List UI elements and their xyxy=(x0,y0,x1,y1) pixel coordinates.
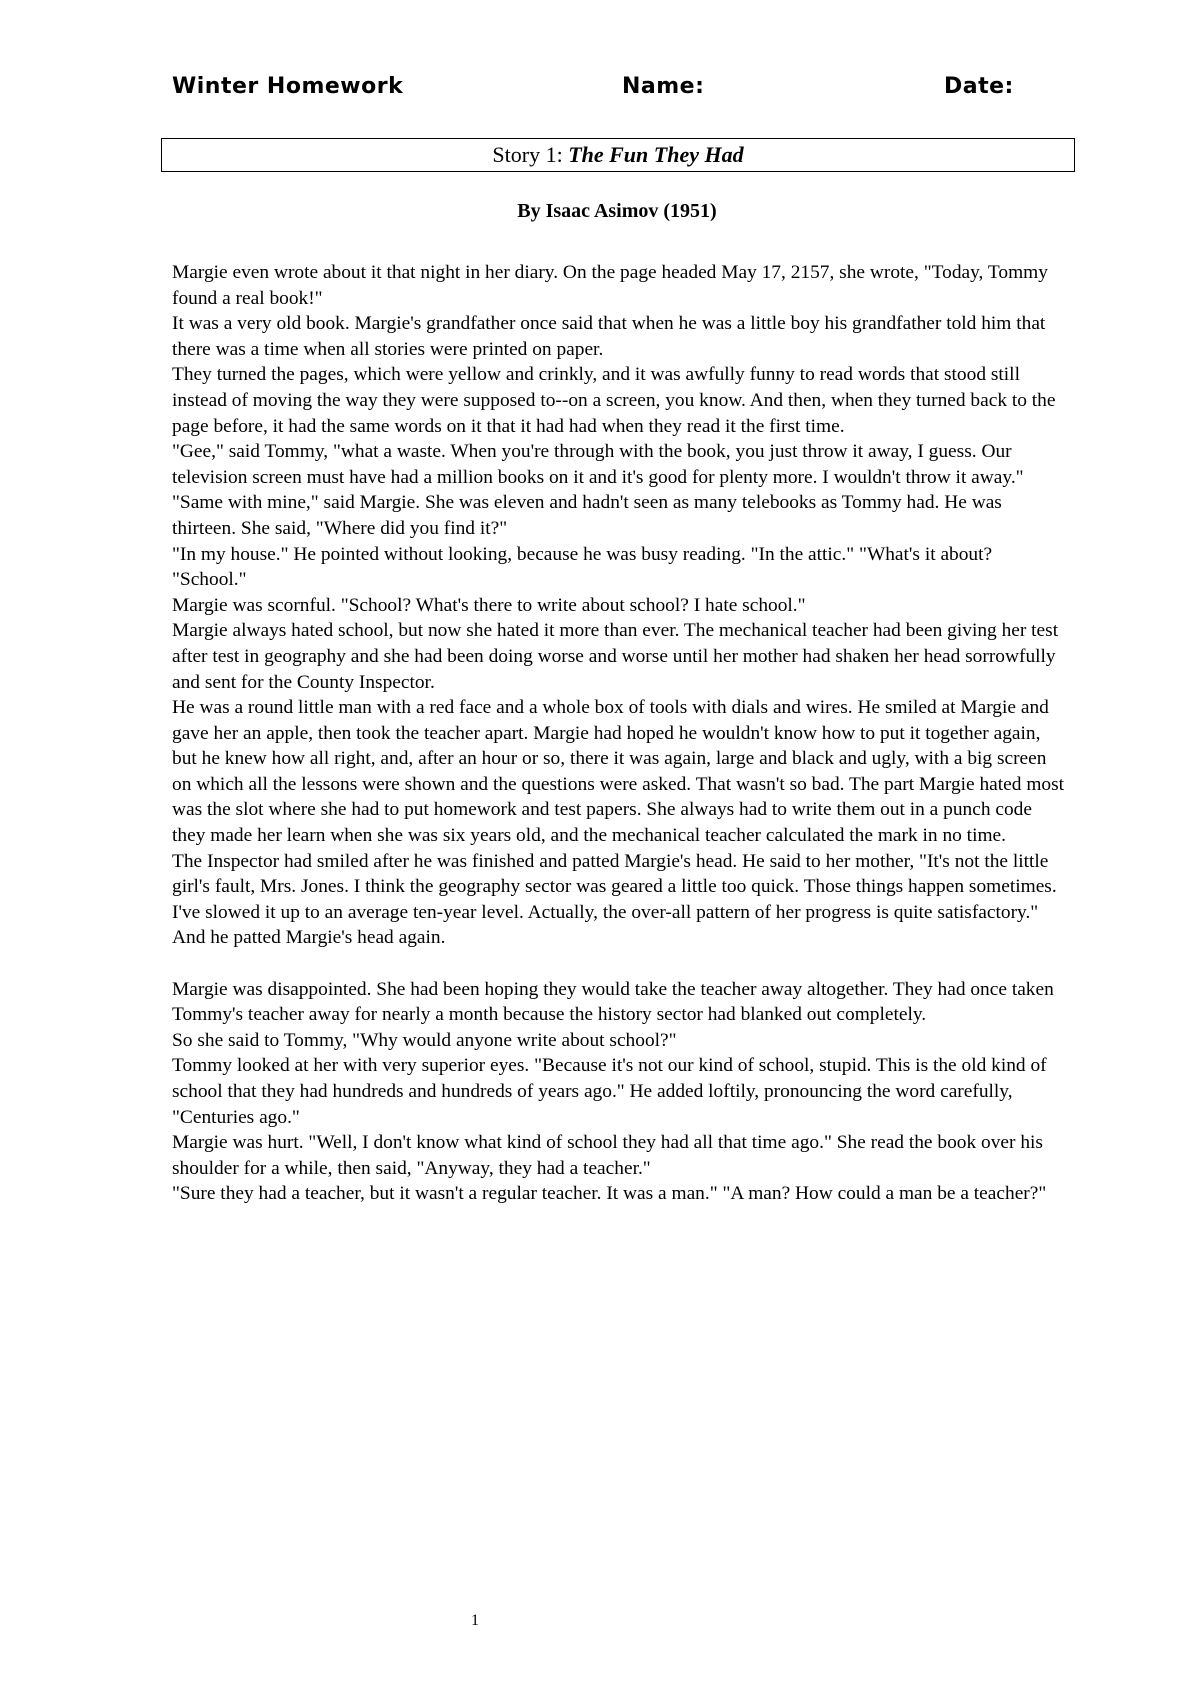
paragraph: Margie was hurt. "Well, I don't know what kind of school they had all that time ago." She read the book over his shoulder for a while, then said, "Anyway, they had a teacher." xyxy=(172,1132,1043,1179)
story-title-box xyxy=(161,138,1075,172)
story-byline: By Isaac Asimov (1951) xyxy=(517,200,717,222)
paragraph: "Same with mine," said Margie. She was eleven and hadn't seen as many telebooks as Tommy had. He was thirteen. She said, "Where did you find it?" xyxy=(172,492,1002,539)
story-title: The Fun They Had xyxy=(568,142,744,167)
paragraph: They turned the pages, which were yellow and crinkly, and it was awfully funny to read words that stood still instead of moving the way they were supposed to--on a screen, you know. And then, when they turned back to the page before, it had the same words on it that it had had when they read it the first time. xyxy=(172,364,1056,437)
story-body xyxy=(172,260,1068,1207)
paragraph: He was a round little man with a red face and a whole box of tools with dials and wires. He smiled at Margie and gave her an apple, then took the teacher apart. Margie had hoped he wouldn't know how to put it together again, but he knew how all right, and, after an hour or so, there it was again, large and black and ugly, with a big screen on which all the lessons were shown and the questions were asked. That wasn't so bad. The part Margie hated most was the slot where she had to put homework and test papers. She always had to write them out in a punch code they made her learn when she was six years old, and the mechanical teacher calculated the mark in no time. xyxy=(172,697,1065,847)
story-prefix: Story 1: xyxy=(492,142,569,167)
paragraph: Margie was disappointed. She had been hoping they would take the teacher away altogether. They had once taken Tommy's teacher away for nearly a month because the history sector had blanked out completely. xyxy=(172,978,1054,1026)
paragraph: Margie always hated school, but now she hated it more than ever. The mechanical teacher had been giving her test after test in geography and she had been doing worse and worse until her mother had shaken her head sorrowfully and sent for the County Inspector. xyxy=(172,620,1059,693)
name-label: Name: xyxy=(622,74,705,99)
paragraph: "In my house." He pointed without looking, because he was busy reading. "In the attic." "What's it about? "School." xyxy=(172,543,993,591)
date-label: Date: xyxy=(944,74,1014,99)
paragraph: Tommy looked at her with very superior eyes. "Because it's not our kind of school, stupid. This is the old kind of school that they had hundreds and hundreds of years ago." He added loftily, pronouncing the word carefully, "Centuries ago." xyxy=(172,1055,1047,1128)
paragraph: The Inspector had smiled after he was finished and patted Margie's head. He said to her mother, "It's not the little girl's fault, Mrs. Jones. I think the geography sector was geared a little too quick. Those things happen sometimes. I've slowed it up to an average ten-year level. Actually, the over-all pattern of her progress is quite satisfactory." And he patted Margie's head again. xyxy=(172,850,1057,949)
paragraph-gap xyxy=(172,951,1068,977)
paragraph: So she said to Tommy, "Why would anyone write about school?" xyxy=(172,1029,677,1051)
paragraph: It was a very old book. Margie's grandfather once said that when he was a little boy his grandfather told him that there was a time when all stories were printed on paper. xyxy=(172,313,1046,360)
paragraph: Margie was scornful. "School? What's there to write about school? I hate school." xyxy=(172,594,806,616)
paragraph: "Gee," said Tommy, "what a waste. When you're through with the book, you just throw it away, I guess. Our television screen must have had a million books on it and it's good for plenty more. I wouldn't throw it away." xyxy=(172,441,1024,488)
page-header xyxy=(172,74,1072,108)
paragraph: Margie even wrote about it that night in her diary. On the page headed May 17, 2157, she wrote, "Today, Tommy found a real book!" xyxy=(172,262,1048,309)
header-title: Winter Homework xyxy=(172,74,404,99)
page-number: 1 xyxy=(471,1612,479,1629)
paragraph: "Sure they had a teacher, but it wasn't a regular teacher. It was a man." "A man? How could a man be a teacher?" xyxy=(172,1183,1047,1205)
